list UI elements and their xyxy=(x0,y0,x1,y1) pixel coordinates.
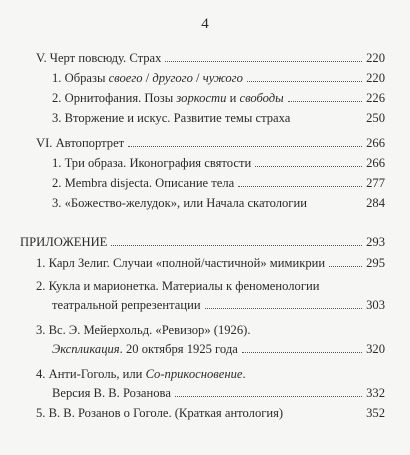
page-number: 4 xyxy=(201,16,209,32)
toc-entry xyxy=(52,383,385,403)
entry-page: 284 xyxy=(366,196,385,210)
toc-entry xyxy=(36,320,385,340)
entry-title: 2. Кукла и марионетка. Материалы к феноменологии xyxy=(36,279,320,293)
toc-entry xyxy=(52,88,385,108)
entry-title: театральной репрезентации xyxy=(52,298,201,312)
toc-entry xyxy=(36,403,385,423)
entry-page: 266 xyxy=(366,156,385,170)
toc-entry xyxy=(36,133,385,153)
entry-title: Экспликация. 20 октября 1925 года xyxy=(52,342,238,356)
entry-page: 320 xyxy=(366,342,385,356)
toc-entry xyxy=(52,108,385,128)
toc-entry xyxy=(36,48,385,68)
toc-entry xyxy=(52,295,385,315)
entry-title: Версия В. В. Розанова xyxy=(52,386,171,400)
dot-leader xyxy=(255,165,362,167)
entry-title: 3. Вторжение и искус. Развитие темы страха xyxy=(52,111,291,125)
dot-leader xyxy=(288,100,362,102)
entry-page: 277 xyxy=(366,176,385,190)
entry-page: 352 xyxy=(366,406,385,420)
toc-entry xyxy=(52,193,385,213)
entry-title: 5. В. В. Розанов о Гоголе. (Краткая антология) xyxy=(36,406,284,420)
entry-page: 332 xyxy=(366,386,385,400)
entry-page: 293 xyxy=(366,235,385,249)
entry-page: 266 xyxy=(366,136,385,150)
entry-page: 220 xyxy=(366,71,385,85)
toc-entry xyxy=(52,68,385,88)
entry-title: 2. Membra disjecta. Описание тела xyxy=(52,176,235,190)
entry-title: 2. Орнитофания. Позы зоркости и свободы xyxy=(52,91,284,105)
dot-leader xyxy=(294,121,362,122)
dot-leader xyxy=(238,185,362,187)
entry-page: 220 xyxy=(366,51,385,65)
dot-leader xyxy=(205,307,363,309)
dot-leader xyxy=(165,60,362,62)
dot-leader xyxy=(175,395,362,397)
entry-page: 250 xyxy=(366,111,385,125)
dot-leader xyxy=(128,145,362,147)
dot-leader xyxy=(311,206,362,207)
dot-leader xyxy=(287,416,362,417)
entry-page: 303 xyxy=(366,298,385,312)
toc-entry xyxy=(36,276,385,296)
entry-title: V. Черт повсюду. Страх xyxy=(36,51,162,65)
toc-entry xyxy=(52,339,385,359)
entry-title: 4. Анти-Гоголь, или Со-прикосновение. xyxy=(36,367,246,381)
entry-title: 1. Три образа. Иконография святости xyxy=(52,156,252,170)
entry-page: 226 xyxy=(366,91,385,105)
entry-title: 1. Образы своего / другого / чужого xyxy=(52,71,243,85)
toc-entry xyxy=(36,253,385,273)
entry-title: VI. Автопортрет xyxy=(36,136,125,150)
toc-entry xyxy=(20,232,385,252)
dot-leader xyxy=(242,351,362,353)
dot-leader xyxy=(247,80,362,82)
entry-title: 1. Карл Зелиг. Случаи «полной/частичной» мимикрии xyxy=(36,256,326,270)
toc-entry xyxy=(36,364,385,384)
entry-title: 3. Вс. Э. Мейерхольд. «Ревизор» (1926). xyxy=(36,323,251,337)
toc-entry xyxy=(52,173,385,193)
entry-page: 295 xyxy=(366,256,385,270)
dot-leader xyxy=(111,244,362,246)
entry-title: ПРИЛОЖЕНИЕ xyxy=(20,235,108,249)
entry-title: 3. «Божество-желудок», или Начала скатологии xyxy=(52,196,307,210)
dot-leader xyxy=(329,265,362,267)
toc-entry xyxy=(52,153,385,173)
